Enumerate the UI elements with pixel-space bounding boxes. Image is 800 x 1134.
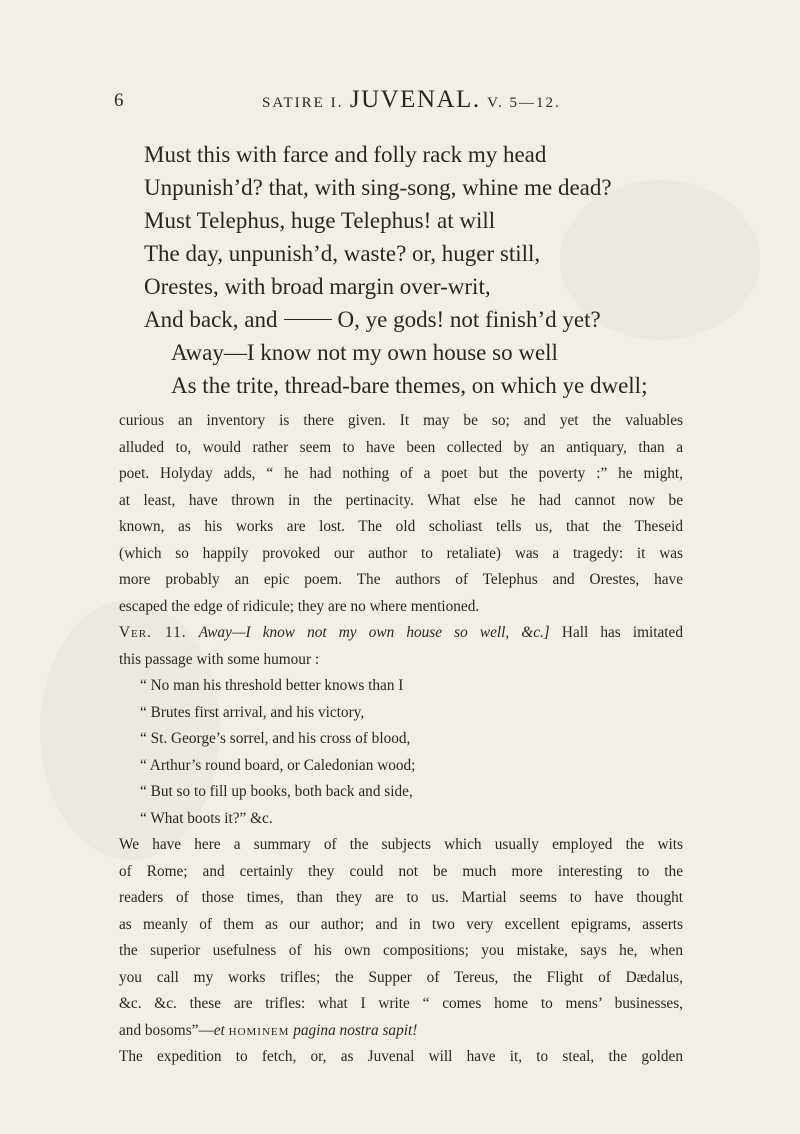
quoted-verse-line: “ No man his threshold better knows than I [140,677,404,694]
running-head [262,86,561,114]
note-line: readers of those times, than they are to us. Martial seems to have thought [119,889,683,906]
note-text: and bosoms”— [119,1021,214,1039]
running-header [114,86,674,116]
poem-line-start: And back, and [144,307,278,332]
satire-label: SATIRE I. [262,95,344,111]
author-title: JUVENAL. [349,86,481,113]
note-line: of Rome; and certainly they could not be much more interesting to the [119,862,683,880]
quoted-verse-line: “ St. George’s sorrel, and his cross of blood, [140,730,411,747]
note-line [119,1018,683,1045]
note-line: this passage with some humour : [119,650,320,668]
note-line: alluded to, would rather seem to have been collected by an antiquary, than a [119,438,683,456]
poem-line: Must this with farce and folly rack my head [144,142,547,167]
quoted-verse-line: “ Arthur’s round board, or Caledonian wood; [140,756,416,774]
poem-line: The day, unpunish’d, waste? or, huger still, [144,241,541,266]
note-line: the superior usefulness of his own compositions; you mistake, says he, when [119,942,683,959]
note-line: as meanly of them as our author; and in two very excellent epigrams, asserts [119,915,683,933]
note-line: escaped the edge of ridicule; they are no where mentioned. [119,597,480,615]
note-text: Hall has imitated [561,624,683,641]
note-line: known, as his works are lost. The old scholiast tells us, that the Theseid [119,518,683,535]
quoted-verse-line: “ What boots it?” &c. [140,809,273,827]
verse-label: Ver. 11. [119,624,187,641]
latin-hominem: hominem [228,1021,290,1039]
note-line: (which so happily provoked our author to retaliate) was a tragedy: it was [119,544,683,562]
quoted-verse-line: “ But so to fill up books, both back and side, [140,783,413,800]
verse-citation: Away—I know not my own house so well, &c.] [198,624,550,641]
note-line: curious an inventory is there given. It may be so; and yet the valuables [119,412,683,429]
note-line: more probably an epic poem. The authors of Telephus and Orestes, have [119,571,683,588]
note-line: at least, have thrown in the pertinacity. What else he had cannot now be [119,491,683,509]
quoted-verse-line: “ Brutes first arrival, and his victory, [140,703,365,721]
poem-line: Unpunish’d? that, with sing-song, whine me dead? [144,175,612,200]
note-line: you call my works trifles; the Supper of Tereus, the Flight of Dædalus, [119,968,683,986]
poem-line: Orestes, with broad margin over-writ, [144,274,491,299]
latin-et: et [213,1021,225,1039]
commentary-notes [119,408,683,1071]
page-number: 6 [114,90,124,111]
poem-line: As the trite, thread-bare themes, on which ye dwell; [171,373,648,398]
poem-line [144,305,601,335]
em-dash-rule [284,319,332,320]
verse-reference: V. 5—12. [487,95,561,111]
note-line: We have here a summary of the subjects which usually employed the wits [119,836,683,853]
poem-line-end: O, ye gods! not finish’d yet? [337,307,601,332]
latin-quote: pagina nostra sapit! [293,1021,418,1039]
note-line: &c. &c. these are trifles: what I write “ comes home to mens’ businesses, [119,995,683,1012]
poem-line: Must Telephus, huge Telephus! at will [144,208,496,233]
poem-line: Away—I know not my own house so well [171,340,558,365]
verse-note-heading [119,620,683,647]
note-line: poet. Holyday adds, “ he had nothing of a poet but the poverty :” he might, [119,465,683,482]
note-line: The expedition to fetch, or, as Juvenal will have it, to steal, the golden [119,1048,683,1065]
